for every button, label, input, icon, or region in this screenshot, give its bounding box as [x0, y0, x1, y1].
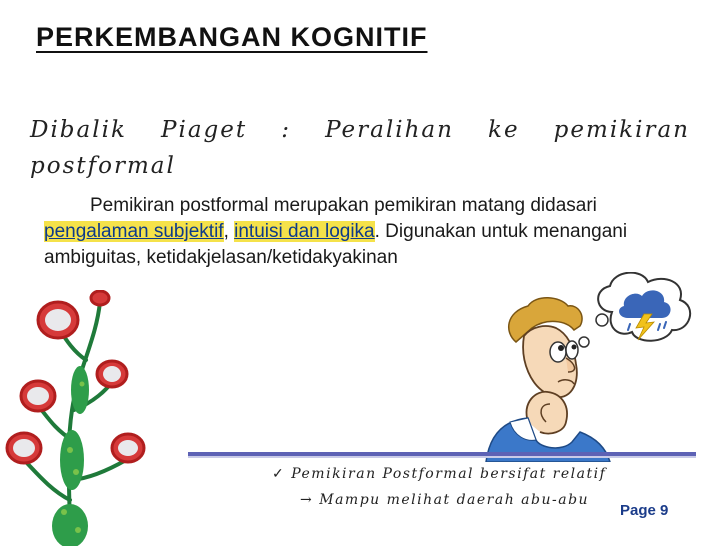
monitor-tree-illustration: [0, 290, 170, 546]
page-number: Page 9: [620, 502, 669, 519]
paragraph-tail: . Digunakan untuk menangani ambiguitas, ketidakjelasan/ketidakyakinan: [44, 221, 628, 268]
slide-title: PERKEMBANGAN KOGNITIF: [36, 22, 428, 52]
paragraph-separator: ,: [223, 221, 229, 242]
highlight-subjective-experience: pengalaman subjektif: [44, 221, 224, 242]
bullet-item-grey-area-text: Mampu melihat daerah abu-abu: [319, 492, 590, 508]
arrow-right-icon: →: [300, 492, 314, 508]
slide-subtitle: Dibalik Piaget : Peralihan ke pemikiran postformal: [30, 117, 690, 179]
section-divider: [188, 452, 696, 456]
bullet-item-relative: [272, 466, 606, 482]
bullet-item-grey-area: [300, 492, 589, 508]
highlight-intuition-logic: intuisi dan logika: [234, 221, 375, 242]
bullet-item-relative-text: Pemikiran Postformal bersifat relatif: [291, 466, 607, 482]
thinking-man-illustration: [476, 272, 706, 462]
paragraph-intro: Pemikiran postformal merupakan pemikiran matang didasari: [90, 195, 597, 216]
body-paragraph: [44, 193, 692, 271]
storm-cloud-icon: [579, 273, 690, 347]
checkmark-icon: ✓: [272, 466, 286, 482]
